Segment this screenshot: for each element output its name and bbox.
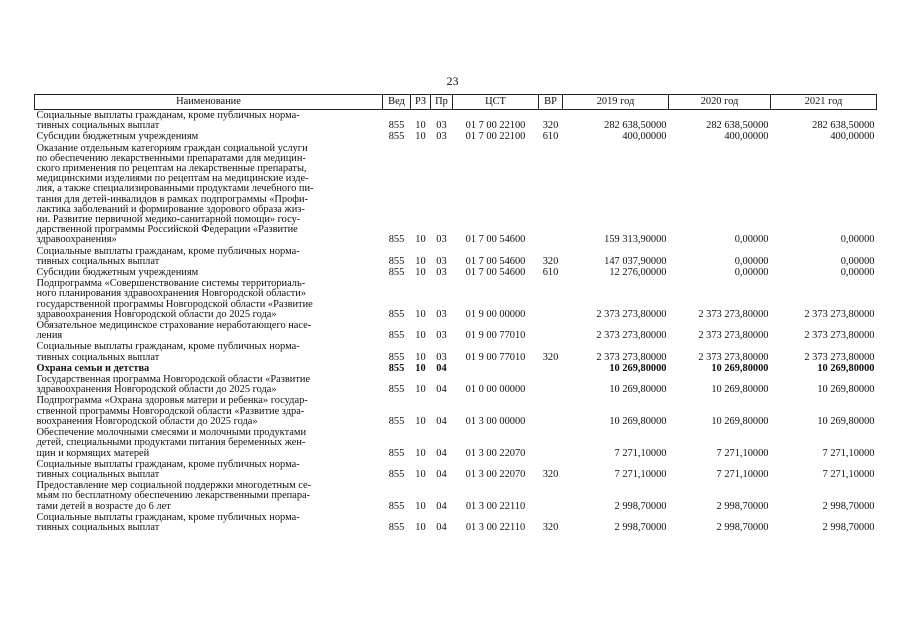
header-ved: Вед <box>383 95 411 110</box>
cell-2019: 147 037,90000 <box>604 255 667 267</box>
cell-pr: 04 <box>436 362 447 374</box>
cell-2020: 400,00000 <box>724 131 769 143</box>
cell-vr <box>539 320 563 341</box>
cell-2019: 2 373 273,80000 <box>596 308 667 320</box>
cell-rz: 10 <box>415 500 426 512</box>
cell-cst: 01 7 00 54600 <box>465 255 526 267</box>
cell-rz: 10 <box>415 521 426 533</box>
cell-2020: 0,00000 <box>734 267 769 279</box>
cell-2021: 2 373 273,80000 <box>804 351 875 363</box>
cell-name: Социальные выплаты гражданам, кроме публичных норма- тивных социальных выплат <box>36 458 300 480</box>
cell-rz: 10 <box>415 120 426 132</box>
table-row <box>35 427 877 459</box>
cell-2019: 2 998,70000 <box>614 500 667 512</box>
cell-ved: 855 <box>388 447 405 459</box>
cell-vr <box>539 374 563 395</box>
cell-cst: 01 3 00 22110 <box>465 521 526 533</box>
cell-name: Обязательное медицинское страхование неработающего насе- ления <box>36 320 312 342</box>
cell-2020: 2 373 273,80000 <box>698 330 769 342</box>
header-pr: Пр <box>431 95 453 110</box>
cell-2020: 7 271,10000 <box>716 468 769 480</box>
cell-2019: 10 269,80000 <box>609 415 667 427</box>
cell-2020: 10 269,80000 <box>711 362 769 374</box>
cell-2021: 2 373 273,80000 <box>804 330 875 342</box>
cell-vr <box>539 143 563 246</box>
cell-vr <box>539 278 563 320</box>
cell-cst: 01 3 00 22070 <box>465 447 526 459</box>
cell-2019: 2 998,70000 <box>614 521 667 533</box>
cell-name: Охрана семьи и детства <box>36 362 150 374</box>
cell-2021: 2 998,70000 <box>822 521 875 533</box>
cell-rz: 10 <box>415 131 426 143</box>
cell-pr: 04 <box>436 447 447 459</box>
cell-ved: 855 <box>388 351 405 363</box>
cell-name: Предоставление мер социальной поддержки многодетным се- мьям по бесплатному обеспечению лекарственными препара- тами детей в возрасте до 6 лет <box>36 480 312 512</box>
cell-2019: 7 271,10000 <box>614 447 667 459</box>
header-2021: 2021 год <box>771 95 877 110</box>
cell-vr: 610 <box>542 267 559 279</box>
cell-ved: 855 <box>388 468 405 480</box>
cell-2019: 2 373 273,80000 <box>596 330 667 342</box>
table-row <box>35 363 877 374</box>
cell-ved: 855 <box>388 330 405 342</box>
table-row <box>35 267 877 278</box>
cell-2021: 400,00000 <box>830 131 875 143</box>
cell-rz: 10 <box>415 330 426 342</box>
table-row <box>35 341 877 362</box>
cell-rz: 10 <box>415 384 426 396</box>
cell-rz: 10 <box>415 415 426 427</box>
cell-2019: 10 269,80000 <box>609 362 667 374</box>
table-body <box>35 110 877 534</box>
cell-ved: 855 <box>388 362 405 374</box>
cell-cst <box>453 363 539 374</box>
cell-name: Подпрограмма «Охрана здоровья матери и ребенка» государ- ственной программы Новгородской области «Развитие здра- воохранения Новгородской области до 2025 года» <box>36 395 308 427</box>
cell-cst: 01 3 00 00000 <box>465 415 526 427</box>
cell-cst: 01 9 00 00000 <box>465 308 526 320</box>
cell-2021: 10 269,80000 <box>817 362 875 374</box>
cell-pr: 04 <box>436 521 447 533</box>
table-row <box>35 459 877 480</box>
cell-2021: 0,00000 <box>840 267 875 279</box>
cell-2020: 0,00000 <box>734 255 769 267</box>
cell-2021: 10 269,80000 <box>817 415 875 427</box>
cell-rz: 10 <box>415 308 426 320</box>
cell-pr: 03 <box>436 234 447 246</box>
cell-pr: 04 <box>436 415 447 427</box>
table-row <box>35 395 877 427</box>
cell-pr: 04 <box>436 500 447 512</box>
cell-cst: 01 7 00 22100 <box>465 131 526 143</box>
cell-rz: 10 <box>415 468 426 480</box>
cell-2021: 7 271,10000 <box>822 468 875 480</box>
table-row <box>35 278 877 320</box>
cell-cst: 01 3 00 22070 <box>465 468 526 480</box>
cell-ved: 855 <box>388 267 405 279</box>
cell-name: Оказание отдельным категориям граждан социальной услуги по обеспечению лекарственными препаратами для медицин- ского применения по рецептам на лекарственные препараты, медицинскими изделиями по рецептам на медицинские изде- лия, а также специализированными продуктами лечебного пи- тания для детей-инвалидов в рамках подпрограммы «Профи- лактика заболеваний и формирование здорового образа жиз- ни. Развитие первичной медико-санитарной помощи» госу- дарственной программы Российской Федерации «Развитие здравоохранения» <box>36 142 314 246</box>
cell-pr: 03 <box>436 255 447 267</box>
cell-cst: 01 7 00 54600 <box>465 234 526 246</box>
table-row <box>35 246 877 267</box>
cell-ved: 855 <box>388 415 405 427</box>
cell-pr: 04 <box>436 468 447 480</box>
cell-2020: 2 373 273,80000 <box>698 308 769 320</box>
cell-2020: 0,00000 <box>734 234 769 246</box>
cell-cst: 01 3 00 22110 <box>465 500 526 512</box>
cell-name: Субсидии бюджетным учреждениям <box>36 267 199 279</box>
cell-ved: 855 <box>388 255 405 267</box>
cell-pr: 03 <box>436 267 447 279</box>
cell-2021: 0,00000 <box>840 234 875 246</box>
cell-vr: 320 <box>542 521 559 533</box>
cell-rz: 10 <box>415 447 426 459</box>
cell-rz: 10 <box>415 362 426 374</box>
cell-2021: 2 373 273,80000 <box>804 308 875 320</box>
cell-vr <box>539 427 563 459</box>
table-row <box>35 131 877 142</box>
cell-cst: 01 0 00 00000 <box>465 384 526 396</box>
table-row <box>35 110 877 132</box>
cell-vr <box>539 480 563 512</box>
header-2019: 2019 год <box>563 95 669 110</box>
cell-2019: 400,00000 <box>622 131 667 143</box>
cell-name: Социальные выплаты гражданам, кроме публичных норма- тивных социальных выплат <box>36 245 300 267</box>
cell-2020: 282 638,50000 <box>706 120 769 132</box>
cell-2019: 10 269,80000 <box>609 384 667 396</box>
cell-cst: 01 9 00 77010 <box>465 330 526 342</box>
cell-rz: 10 <box>415 351 426 363</box>
cell-2020: 2 998,70000 <box>716 521 769 533</box>
cell-2021: 2 998,70000 <box>822 500 875 512</box>
header-vr: ВР <box>539 95 563 110</box>
header-cst: ЦСТ <box>453 95 539 110</box>
cell-2019: 7 271,10000 <box>614 468 667 480</box>
cell-2021: 282 638,50000 <box>812 120 875 132</box>
cell-rz: 10 <box>415 255 426 267</box>
page-number: 23 <box>446 74 459 88</box>
cell-rz: 10 <box>415 234 426 246</box>
cell-2021: 10 269,80000 <box>817 384 875 396</box>
cell-name: Социальные выплаты гражданам, кроме публичных норма- тивных социальных выплат <box>36 511 300 533</box>
table-row <box>35 512 877 533</box>
cell-vr: 320 <box>542 468 559 480</box>
table-row <box>35 320 877 341</box>
cell-2020: 10 269,80000 <box>711 415 769 427</box>
table-row <box>35 143 877 246</box>
cell-name: Социальные выплаты гражданам, кроме публичных норма- тивных социальных выплат <box>36 341 300 363</box>
cell-vr: 610 <box>542 131 559 143</box>
cell-vr: 320 <box>542 120 559 132</box>
cell-vr: 320 <box>542 351 559 363</box>
cell-ved: 855 <box>388 131 405 143</box>
header-rz: РЗ <box>411 95 431 110</box>
budget-table <box>34 94 877 533</box>
cell-cst: 01 9 00 77010 <box>465 351 526 363</box>
header-row <box>35 95 877 110</box>
cell-2021: 7 271,10000 <box>822 447 875 459</box>
cell-pr: 04 <box>436 384 447 396</box>
cell-2019: 2 373 273,80000 <box>596 351 667 363</box>
cell-2020: 2 373 273,80000 <box>698 351 769 363</box>
cell-2019: 282 638,50000 <box>604 120 667 132</box>
cell-ved: 855 <box>388 308 405 320</box>
cell-name: Подпрограмма «Совершенствование системы территориаль- ного планирования здравоохранения Новгородской области» государственной программы Новгородской области «Развитие здравоохранения Новгородской области до 2025 года» <box>36 278 313 320</box>
cell-2019: 12 276,00000 <box>609 267 667 279</box>
cell-2020: 7 271,10000 <box>716 447 769 459</box>
cell-pr: 03 <box>436 351 447 363</box>
cell-2020: 10 269,80000 <box>711 384 769 396</box>
cell-name: Государственная программа Новгородской области «Развитие здравоохранения Новгородской области до 2025 года» <box>36 374 311 396</box>
cell-pr: 03 <box>436 131 447 143</box>
cell-vr: 320 <box>542 255 559 267</box>
cell-ved: 855 <box>388 234 405 246</box>
cell-pr: 03 <box>436 330 447 342</box>
cell-pr: 03 <box>436 120 447 132</box>
header-2020: 2020 год <box>669 95 771 110</box>
cell-ved: 855 <box>388 120 405 132</box>
cell-pr: 03 <box>436 308 447 320</box>
header-name: Наименование <box>35 95 383 110</box>
table-row <box>35 480 877 512</box>
cell-rz: 10 <box>415 267 426 279</box>
cell-2020: 2 998,70000 <box>716 500 769 512</box>
table-row <box>35 374 877 395</box>
cell-name: Обеспечение молочными смесями и молочными продуктами детей, специальными продуктами питания беременных жен- щин и кормящих матерей <box>36 427 307 459</box>
cell-cst: 01 7 00 22100 <box>465 120 526 132</box>
cell-vr <box>539 395 563 427</box>
cell-2019: 159 313,90000 <box>604 234 667 246</box>
cell-cst: 01 7 00 54600 <box>465 267 526 279</box>
cell-vr <box>539 363 563 374</box>
cell-name: Субсидии бюджетным учреждениям <box>36 131 199 143</box>
table-header <box>35 95 877 110</box>
cell-ved: 855 <box>388 384 405 396</box>
cell-name: Социальные выплаты гражданам, кроме публичных норма- тивных социальных выплат <box>36 110 300 132</box>
cell-ved: 855 <box>388 500 405 512</box>
cell-2021: 0,00000 <box>840 255 875 267</box>
cell-ved: 855 <box>388 521 405 533</box>
